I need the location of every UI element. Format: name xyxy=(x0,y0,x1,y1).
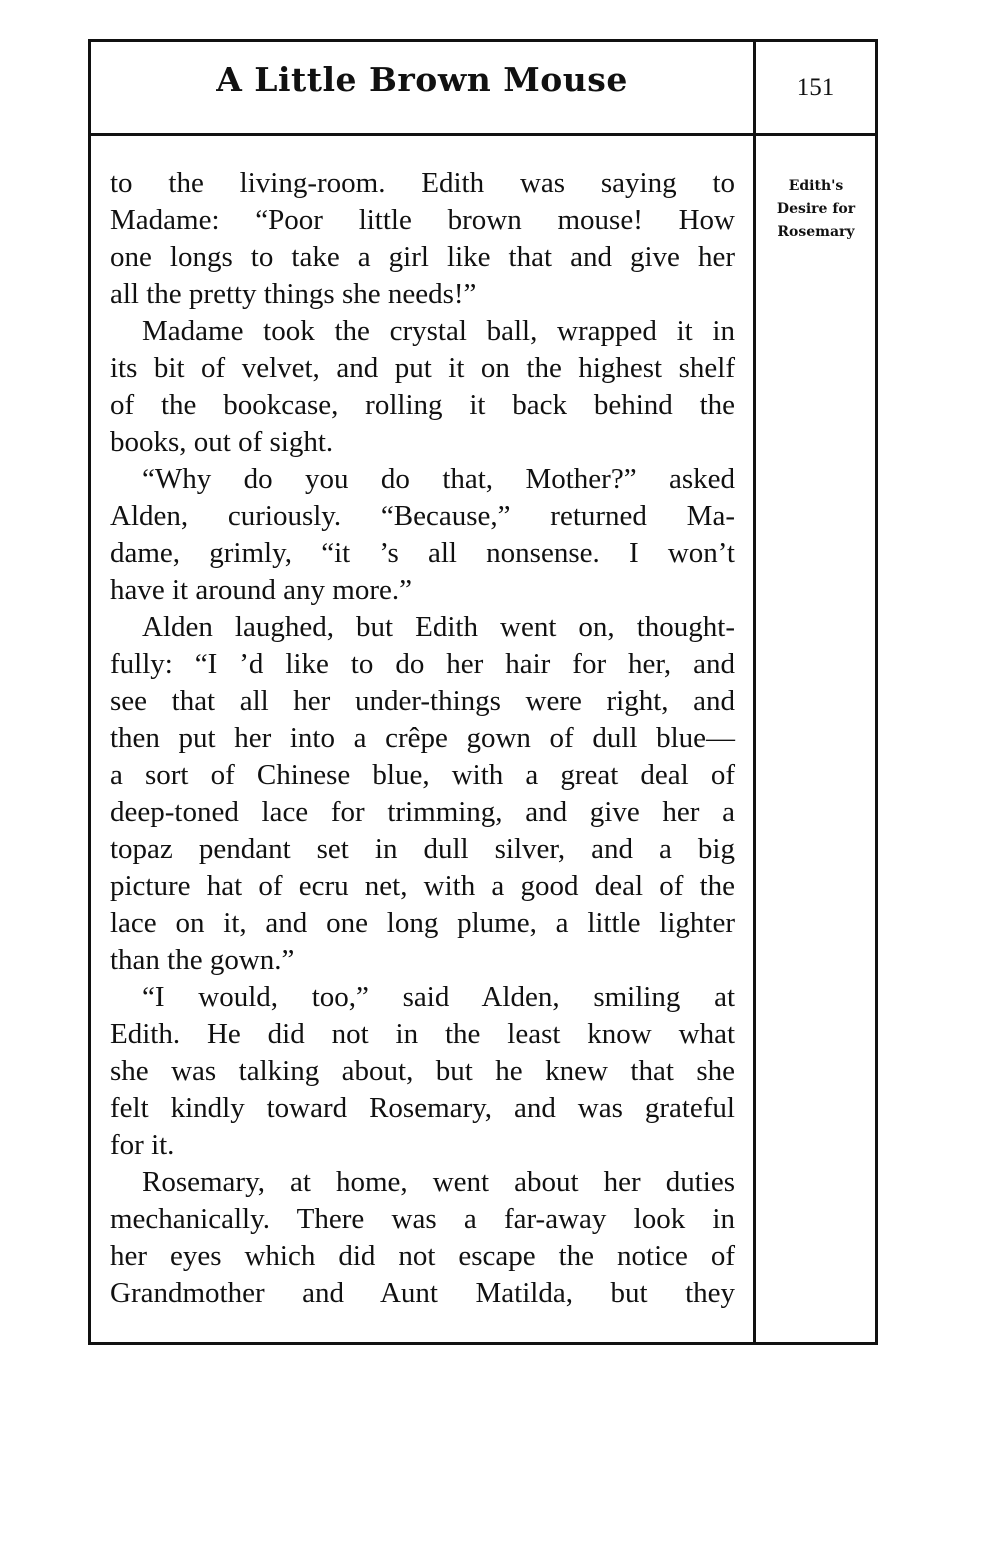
text-line: Alden laughed, but Edith went on, thought- xyxy=(142,611,735,643)
marginal-note xyxy=(760,175,872,244)
text-line: one longs to take a girl like that and give her xyxy=(110,241,735,273)
margin-divider xyxy=(753,39,756,1345)
text-line: mechanically. There was a far-away look in xyxy=(110,1203,735,1235)
text-line: “Why do you do that, Mother?” asked xyxy=(142,463,735,495)
text-line: dame, grimly, “it ’s all nonsense. I won’t xyxy=(110,537,735,569)
text-line: Madame took the crystal ball, wrapped it in xyxy=(142,315,735,347)
text-line: deep-toned lace for trimming, and give her a xyxy=(110,796,735,828)
text-line: have it around any more.” xyxy=(110,574,412,606)
text-line: to the living-room. Edith was saying to xyxy=(110,167,735,199)
text-line: picture hat of ecru net, with a good deal of the xyxy=(110,870,735,902)
marginal-note-line: Rosemary xyxy=(777,224,855,240)
marginal-note-line: Desire for xyxy=(776,201,856,217)
text-line: Grandmother and Aunt Matilda, but they xyxy=(110,1277,735,1309)
text-line: Rosemary, at home, went about her duties xyxy=(142,1166,735,1198)
text-line: Alden, curiously. “Because,” returned Ma- xyxy=(110,500,735,532)
running-title: A Little Brown Mouse xyxy=(216,60,628,99)
text-line: books, out of sight. xyxy=(110,426,334,458)
text-line: “I would, too,” said Alden, smiling at xyxy=(142,981,735,1013)
text-line: see that all her under-things were right, and xyxy=(110,685,735,717)
marginal-note-line: Edith's xyxy=(788,178,844,194)
text-line: her eyes which did not escape the notice of xyxy=(110,1240,735,1272)
text-line: Madame: “Poor little brown mouse! How xyxy=(110,204,735,236)
text-line: fully: “I ’d like to do her hair for her, and xyxy=(110,648,735,680)
text-line: topaz pendant set in dull silver, and a big xyxy=(110,833,735,865)
text-line: Edith. He did not in the least know what xyxy=(110,1018,735,1050)
text-line: she was talking about, but he knew that she xyxy=(110,1055,735,1087)
header-divider xyxy=(88,133,878,136)
page-number: 151 xyxy=(796,74,835,101)
text-line: all the pretty things she needs!” xyxy=(110,278,477,310)
body-text xyxy=(110,165,735,1312)
text-line: its bit of velvet, and put it on the highest shelf xyxy=(110,352,735,384)
text-line: of the bookcase, rolling it back behind the xyxy=(110,389,735,421)
text-line: a sort of Chinese blue, with a great deal of xyxy=(110,759,735,791)
text-line: for it. xyxy=(110,1129,175,1161)
text-line: than the gown.” xyxy=(110,944,295,976)
text-line: felt kindly toward Rosemary, and was grateful xyxy=(110,1092,735,1124)
text-line: lace on it, and one long plume, a little lighter xyxy=(110,907,735,939)
text-line: then put her into a crêpe gown of dull blue— xyxy=(110,722,735,754)
